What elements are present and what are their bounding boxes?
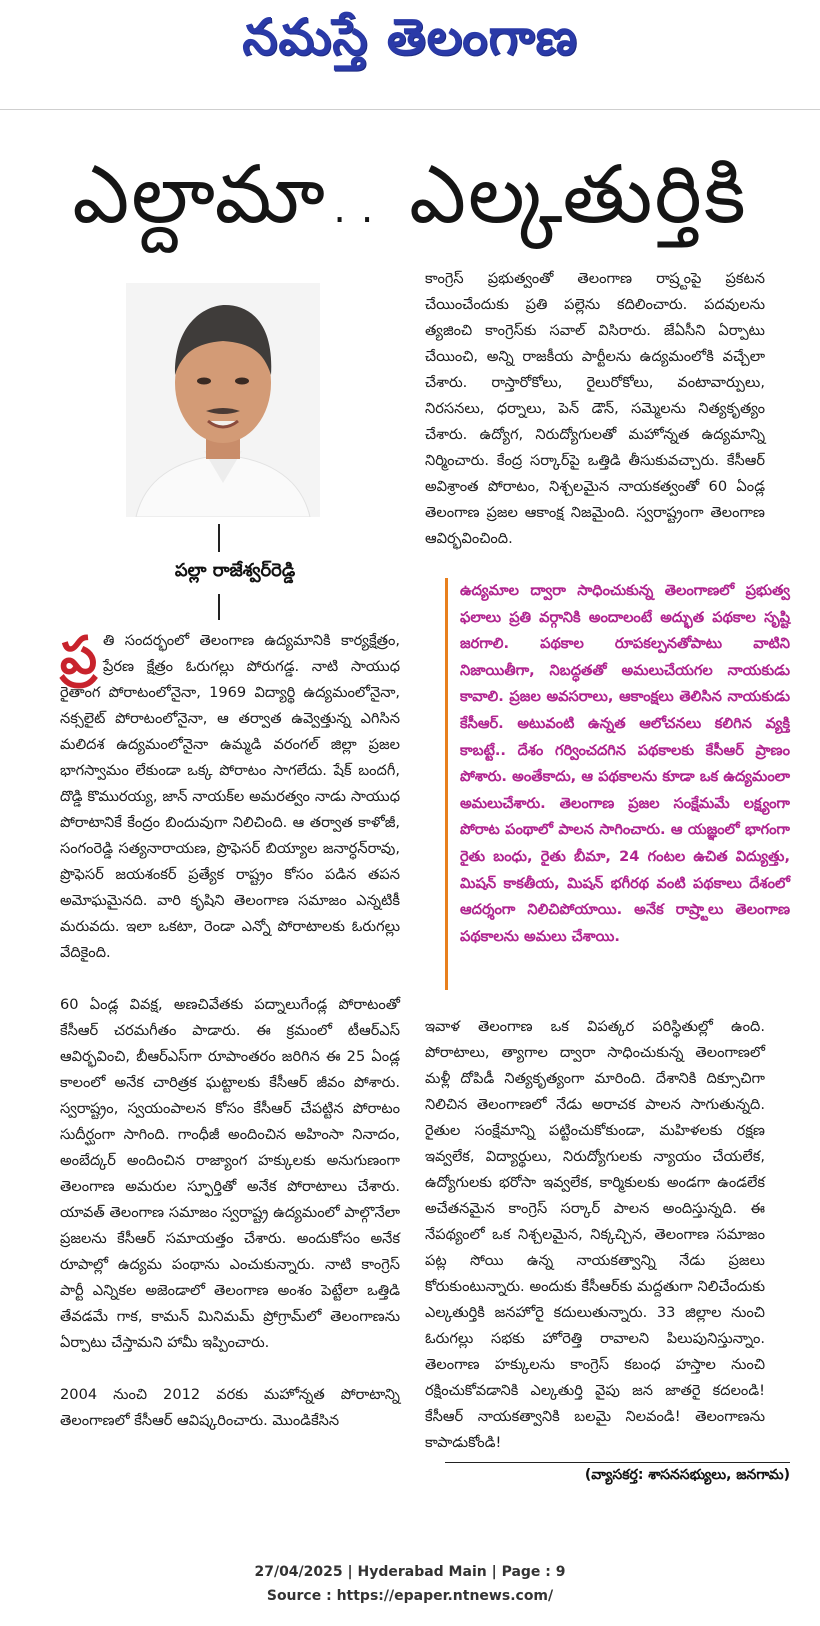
byline-rule-bottom bbox=[218, 594, 220, 620]
article-paragraph: ఇవాళ తెలంగాణ ఒక విపత్కర పరిస్థితుల్లో ఉంది. పోరాటాలు, త్యాగాల ద్వారా సాధించుకున్న తెలంగాణలో మళ్లీ దోపిడీ నిత్యకృత్యంగా మారింది. దేశానికి దిక్సూచిగా నిలిచిన తెలంగాణలో నేడు అరాచక పాలన సాగుతున్నది. రైతుల సంక్షేమాన్ని పట్టించుకోకుండా, మహిళలకు రక్షణ ఇవ్వలేక, విద్యార్థులు, నిరుద్యోగులకు న్యాయం చేయలేక, ఉద్యోగులకు భరోసా ఇవ్వలేక, కార్మికులకు అండగా ఉండలేక అచేతనమైన కాంగ్రెస్‌ సర్కార్‌ పాలన అందిస్తున్నది. ఈ నేపథ్యంలో ఒక నిశ్చలమైన, నిక్కచ్చిన, తెలంగాణ సమాజం పట్ల సోయి ఉన్న నాయకత్వాన్ని నేడు ప్రజలు కోరుకుంటున్నారు. అందుకు కేసీఆర్‌కు మద్దతుగా నిలిచేందుకు ఎల్కతుర్తికి జనహోరై కదులుతున్నారు. 33 జిల్లాల నుంచి ఓరుగల్లు సభకు హోరెత్తి రావాలని పిలుపునిస్తున్నాం. తెలంగాణ హక్కులను కాంగ్రెస్‌ కబంధ హస్తాల నుంచి రక్షించుకోవడానికి ఎల్కతుర్తి వైపు జన జాతరై కదలండి! కేసీఆర్‌ నాయకత్వానికి బలమై నిలవండి! తెలంగాణను కాపాడుకోండి! bbox=[425, 1018, 765, 1451]
newspaper-logo: నమస్తే తెలంగాణ bbox=[242, 8, 578, 66]
author-byline: పల్లా రాజేశ్వర్‌రెడ్డి bbox=[174, 560, 296, 581]
pull-quote: ఉద్యమాల ద్వారా సాధించుకున్న తెలంగాణలో ప్రభుత్వ ఫలాలు ప్రతి వర్గానికి అందాలంటే అద్భుత పథకాల సృష్టి జరగాలి. పథకాల రూపకల్పనతోపాటు వాటిని నిజాయితీగా, నిబద్ధతతో అమలుచేయగల నాయకుడు కావాలి. ప్రజల అవసరాలు, ఆకాంక్షలు తెలిసిన నాయకుడు కేసీఆర్‌. అటువంటి ఉన్నత ఆలోచనలు కలిగిన వ్యక్తి కాబట్టే.. దేశం గర్వించదగిన పథకాలకు కేసీఆర్‌ ప్రాణం పోశారు. అంతేకాదు, ఆ పథకాలను కూడా ఒక ఉద్యమంలా అమలుచేశారు. తెలంగాణ ప్రజల సంక్షేమమే లక్ష్యంగా పోరాట పంథాలో పాలన సాగించారు. ఆ యజ్ఞంలో భాగంగా రైతు బంధు, రైతు బీమా, 24 గంటల ఉచిత విద్యుత్తు, మిషన్‌ కాకతీయ, మిషన్‌ భగీరథ వంటి పథకాలు దేశంలో ఆదర్శంగా నిలిచిపోయాయి. అనేక రాష్ర్టాలు తెలంగాణ పథకాలను అమలు చేశాయి. bbox=[445, 578, 790, 990]
source-link[interactable]: Source : https://epaper.ntnews.com/ bbox=[266, 1588, 554, 1604]
article-paragraph: 2004 నుంచి 2012 వరకు మహోన్నత పోరాటాన్ని తెలంగాణలో కేసీఆర్‌ ఆవిష్కరించారు. మొండికేసిన bbox=[60, 1386, 400, 1429]
edition-info: 27/04/2025 | Hyderabad Main | Page : 9 bbox=[254, 1564, 566, 1580]
article-paragraph: కాంగ్రెస్‌ ప్రభుత్వంతో తెలంగాణ రాష్ర్టంపై ప్రకటన చేయించేందుకు ప్రతి పల్లెను కదిలించారు. పదవులను త్యజించి కాంగ్రెస్‌కు సవాల్‌ విసిరారు. జేఏసీని ఏర్పాటు చేయించి, అన్ని రాజకీయ పార్టీలను ఉద్యమంలోకి వచ్చేలా చేశారు. రాస్తారోకోలు, రైలురోకోలు, వంటావార్పులు, నిరసనలు, ధర్నాలు, పెన్‌ డౌన్‌, సమ్మెలను నిత్యకృత్యం చేశారు. ఉద్యోగ, నిరుద్యోగులతో మహోన్నత ఉద్యమాన్ని నిర్మించారు. కేంద్ర సర్కార్‌పై ఒత్తిడి తీసుకువచ్చారు. కేసీఆర్‌ అవిశ్రాంత పోరాటం, నిశ్చలమైన నాయకత్వంతో 60 ఏండ్ల తెలంగాణ ప్రజల ఆకాంక్ష నిజమైంది. స్వరాష్ట్రంగా తెలంగాణ ఆవిర్భవించింది. bbox=[425, 270, 765, 547]
article-left-column bbox=[60, 628, 400, 1476]
drop-cap: ప్ర bbox=[60, 626, 97, 686]
article-paragraph: 60 ఏండ్ల వివక్ష, అణచివేతకు పద్నాలుగేండ్ల పోరాటంతో కేసీఆర్‌ చరమగీతం పాడారు. ఈ క్రమంలో టీఆర్‌ఎస్‌ ఆవిర్భవించి, బీఆర్‌ఎస్‌గా రూపాంతరం జరిగిన ఈ 25 ఏండ్ల కాలంలో అనేక చారిత్రక ఘట్టాలకు కేసీఆర్‌ జీవం పోశారు. స్వరాష్ట్రం, స్వయంపాలన కోసం కేసీఆర్‌ చేపట్టిన పోరాటం సుదీర్ఘంగా సాగింది. గాంధీజీ అందించిన అహింసా నినాదం, అంబేద్కర్‌ అందించిన రాజ్యాంగ హక్కులకు అనుగుణంగా తెలంగాణ అమరుల స్ఫూర్తితో అనేక పోరాటాలు చేశారు. యావత్‌ తెలంగాణ సమాజం స్వరాష్ట్ర ఉద్యమంలో పాల్గొనేలా ప్రజలను కేసీఆర్‌ సమాయత్తం చేశారు. అందుకోసం అనేక రూపాల్లో ఉద్యమ పంథాను ఎంచుకున్నారు. నాటి కాంగ్రెస్‌ పార్టీ ఎన్నికల అజెండాలో తెలంగాణ అంశం పెట్టేలా ఒత్తిడి తేవడమే గాక, కామన్‌ మినిమమ్‌ ప్రోగ్రామ్‌లో తెలంగాణను ఏర్పాటు చేస్తామని హామీ ఇప్పించారు. bbox=[60, 996, 400, 1351]
credit-rule bbox=[445, 1462, 790, 1463]
article-right-top bbox=[425, 266, 765, 556]
author-photo bbox=[126, 283, 320, 517]
article-headline: ఎల్దామా.. ఎల్కతుర్తికి bbox=[72, 148, 748, 241]
byline-rule-top bbox=[218, 524, 220, 552]
article-right-bottom bbox=[425, 1014, 765, 1460]
masthead bbox=[0, 0, 820, 110]
author-credit: (వ్యాసకర్త: శాసనసభ్యులు, జనగామ) bbox=[584, 1467, 790, 1483]
paragraph-text: తి సందర్భంలో తెలంగాణ ఉద్యమానికి కార్యక్షేత్రం, ప్రేరణ క్షేత్రం ఓరుగల్లు పోరుగడ్డ. నాటి సాయుధ రైతాంగ పోరాటంలోనైనా, 1969 విద్యార్థి ఉద్యమంలోనైనా, నక్సలైట్‌ పోరాటంలోనైనా, ఆ తర్వాత ఉవ్వెత్తున్న ఎగిసిన మలిదశ ఉద్యమంలోనైనా ఉమ్మడి వరంగల్‌ జిల్లా ప్రజల భాగస్వామం లేకుండా ఒక్క పోరాటం సాగలేదు. షేక్‌ బందగీ, దొడ్డి కొమురయ్య, జాన్‌ నాయక్‌ల అమరత్వం నాడు సాయుధ పోరాటానికే కేంద్రం బిందువుగా నిలిచింది. ఆ తర్వాత కాళోజీ, సంగంరెడ్డి సత్యనారాయణ, ప్రొఫెసర్‌ బియ్యాల జనార్ధన్‌రావు, ప్రొఫెసర్‌ జయశంకర్‌ ప్రత్యేక రాష్ట్రం కోసం పడిన తపన అమోఘమైనది. వారి కృషిని తెలంగాణ సమాజం ఎన్నటికీ మరువదు. ఇలా ఒకటా, రెండా ఎన్నో పోరాటాలకు ఓరుగల్లు వేదికైంది. bbox=[60, 632, 400, 961]
article-paragraph bbox=[60, 628, 400, 966]
